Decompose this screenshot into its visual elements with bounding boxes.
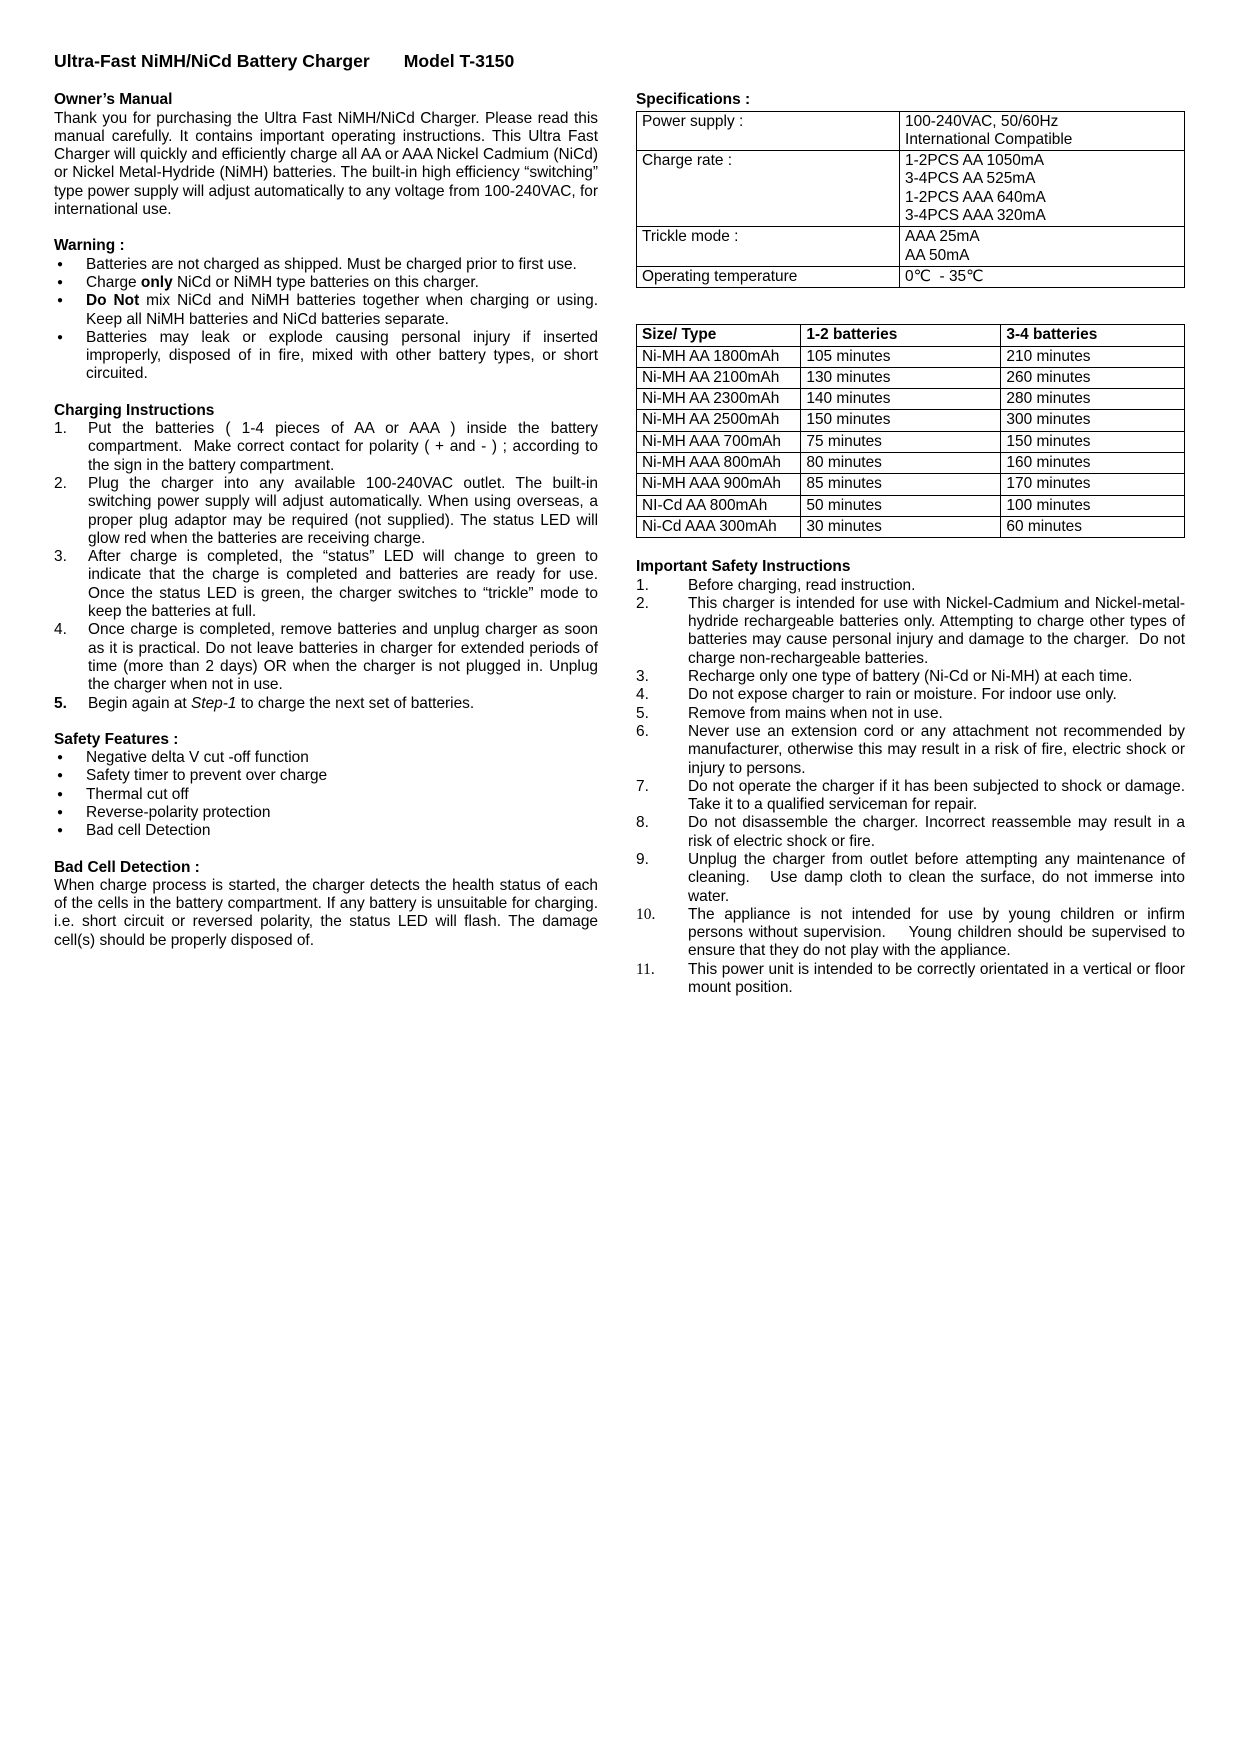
spec-label: Charge rate :: [637, 151, 900, 227]
battery-table-cell: 160 minutes: [1001, 453, 1185, 474]
battery-table-cell: 85 minutes: [801, 474, 1001, 495]
battery-table-row: [637, 389, 1185, 410]
safety-feature: [54, 822, 598, 840]
battery-table-cell: 140 minutes: [801, 389, 1001, 410]
safety-instruction: [636, 906, 1185, 961]
bullet-glyph: ●: [57, 276, 64, 288]
battery-time-table: [636, 324, 1185, 538]
battery-table-cell: NI-Cd AA 800mAh: [637, 495, 801, 516]
safety-feature-text: Negative delta V cut -off function: [86, 749, 309, 767]
bullet-glyph: ●: [57, 806, 64, 818]
safety-instruction: [636, 723, 1185, 778]
item-number: 7.: [636, 777, 649, 795]
item-number: 11.: [636, 960, 655, 978]
spec-row: [637, 151, 1185, 227]
item-number: 9.: [636, 850, 649, 868]
safety-instruction: [636, 577, 1185, 595]
charging-instructions-heading: Charging Instructions: [54, 401, 215, 419]
safety-instruction-text: The appliance is not intended for use by young children or infirm persons without supervision. Young children should be supervised to ensure that they do not play with the appliance.: [688, 905, 1185, 960]
safety-instruction: [636, 595, 1185, 668]
battery-table-row: [637, 453, 1185, 474]
product-name: Ultra-Fast NiMH/NiCd Battery Charger: [54, 51, 370, 71]
safety-instruction: [636, 668, 1185, 686]
spec-value: 0℃ - 35℃: [900, 266, 1185, 287]
battery-table-row: [637, 516, 1185, 537]
charging-step-text: Put the batteries ( 1-4 pieces of AA or AAA ) inside the battery compartment. Make correct contact for polarity ( + and - ) ; according to the sign in the battery compartment.: [88, 420, 598, 474]
battery-table-row: [637, 431, 1185, 452]
charging-step: [54, 695, 598, 713]
battery-table-header: Size/ Type: [637, 325, 801, 346]
safety-instruction: [636, 814, 1185, 851]
safety-features-heading: Safety Features :: [54, 730, 179, 748]
charging-instructions-list: [54, 420, 598, 713]
battery-table-cell: 150 minutes: [801, 410, 1001, 431]
safety-feature: [54, 804, 598, 822]
safety-instruction: [636, 686, 1185, 704]
battery-table-cell: 170 minutes: [1001, 474, 1185, 495]
battery-table-cell: Ni-MH AAA 900mAh: [637, 474, 801, 495]
safety-instruction-text: This charger is intended for use with Nickel-Cadmium and Nickel-metal-hydride rechargeable batteries only. Attempting to charge other types of batteries may cause personal injury and damage to the charger. Do not charge non-rechargeable batteries.: [688, 594, 1185, 667]
item-number: 5.: [54, 694, 67, 712]
battery-table-cell: 105 minutes: [801, 346, 1001, 367]
battery-table-row: [637, 495, 1185, 516]
spec-value: AAA 25mA AA 50mA: [900, 227, 1185, 267]
section-specifications: [636, 91, 1185, 288]
spec-label: Operating temperature: [637, 266, 900, 287]
safety-instruction-text: Before charging, read instruction.: [688, 576, 916, 594]
safety-instruction: [636, 961, 1185, 998]
warning-bullet: [54, 329, 598, 384]
item-number: 2.: [54, 474, 67, 492]
charging-step: [54, 621, 598, 694]
safety-instruction-text: Never use an extension cord or any attachment not recommended by manufacturer, otherwise this may result in a risk of fire, electric shock or injury to persons.: [688, 722, 1185, 777]
battery-table-cell: 130 minutes: [801, 367, 1001, 388]
charging-step-text: Plug the charger into any available 100-240VAC outlet. The built-in switching power supply will adjust automatically. When using overseas, a proper plug adaptor may be required (not supplied). The status LED will glow red when the batteries are receiving charge.: [88, 474, 598, 547]
battery-table-cell: 210 minutes: [1001, 346, 1185, 367]
item-number: 10.: [636, 905, 656, 923]
battery-table-cell: 50 minutes: [801, 495, 1001, 516]
item-number: 8.: [636, 814, 649, 832]
battery-table-header: 3-4 batteries: [1001, 325, 1185, 346]
charging-step-text: After charge is completed, the “status” LED will change to green to indicate that the charge is completed and batteries are ready for use. Once the status LED is green, the charger switches to “trickle” mode to keep the batteries at full.: [88, 548, 598, 621]
battery-table-cell: Ni-MH AAA 800mAh: [637, 453, 801, 474]
safety-feature-text: Reverse-polarity protection: [86, 803, 271, 821]
battery-table-cell: Ni-MH AA 1800mAh: [637, 346, 801, 367]
two-column-layout: [54, 91, 1185, 1015]
item-number: 4.: [636, 686, 649, 704]
battery-table-cell: 30 minutes: [801, 516, 1001, 537]
safety-features-list: [54, 749, 598, 840]
battery-table-row: [637, 410, 1185, 431]
spec-row: [637, 111, 1185, 151]
bullet-glyph: ●: [57, 258, 64, 270]
battery-table-cell: 100 minutes: [1001, 495, 1185, 516]
battery-table-header-row: [637, 325, 1185, 346]
battery-table-cell: Ni-MH AA 2300mAh: [637, 389, 801, 410]
item-number: 2.: [636, 594, 649, 612]
section-charging-instructions: [54, 402, 598, 713]
safety-instruction-text: Unplug the charger from outlet before attempting any maintenance of cleaning. Use damp cloth to clean the surface, do not immerse into water.: [688, 850, 1185, 905]
safety-instruction: [636, 851, 1185, 906]
battery-table-cell: 260 minutes: [1001, 367, 1185, 388]
bullet-glyph: ●: [57, 752, 64, 764]
specifications-table: [636, 111, 1185, 289]
item-number: 5.: [636, 704, 649, 722]
section-important-safety-instructions: [636, 558, 1185, 997]
safety-feature-text: Safety timer to prevent over charge: [86, 767, 328, 785]
spec-row: [637, 227, 1185, 267]
battery-table-cell: Ni-MH AA 2500mAh: [637, 410, 801, 431]
spec-value: 1-2PCS AA 1050mA 3-4PCS AA 525mA 1-2PCS AAA 640mA 3-4PCS AAA 320mA: [900, 151, 1185, 227]
battery-table-row: [637, 346, 1185, 367]
battery-table-cell: 280 minutes: [1001, 389, 1185, 410]
safety-instruction-text: Recharge only one type of battery (Ni-Cd or Ni-MH) at each time.: [688, 668, 1133, 686]
spec-label: Trickle mode :: [637, 227, 900, 267]
charging-step: [54, 420, 598, 475]
battery-table-cell: Ni-MH AAA 700mAh: [637, 431, 801, 452]
bad-cell-heading: Bad Cell Detection :: [54, 858, 200, 876]
warning-bullet-text: Batteries may leak or explode causing personal injury if inserted improperly, disposed of in fire, mixed with other battery types, or short circuited.: [86, 328, 598, 383]
warning-bullet-list: [54, 256, 598, 384]
warning-bullet: [54, 256, 598, 274]
battery-table-cell: 150 minutes: [1001, 431, 1185, 452]
section-warning: [54, 237, 598, 383]
bullet-glyph: ●: [57, 825, 64, 837]
battery-table-cell: 300 minutes: [1001, 410, 1185, 431]
item-number: 1.: [636, 576, 649, 594]
bullet-glyph: ●: [57, 295, 64, 307]
section-safety-features: [54, 731, 598, 841]
item-number: 6.: [636, 722, 649, 740]
charging-step-text: Begin again at Step-1 to charge the next set of batteries.: [88, 694, 475, 712]
safety-feature: [54, 749, 598, 767]
warning-bullet: [54, 274, 598, 292]
safety-instruction-text: Do not operate the charger if it has been subjected to shock or damage. Take it to a qualified serviceman for repair.: [688, 777, 1185, 814]
safety-instructions-list: [636, 577, 1185, 998]
charging-step: [54, 475, 598, 548]
warning-bullet: [54, 292, 598, 329]
spec-label: Power supply :: [637, 111, 900, 151]
section-bad-cell-detection: [54, 859, 598, 950]
safety-feature-text: Thermal cut off: [86, 785, 189, 803]
safety-instruction-text: Do not expose charger to rain or moisture. For indoor use only.: [688, 686, 1117, 704]
battery-table-cell: 80 minutes: [801, 453, 1001, 474]
safety-feature-text: Bad cell Detection: [86, 822, 211, 840]
safety-instruction: [636, 778, 1185, 815]
specifications-heading: Specifications :: [636, 91, 751, 109]
battery-table-cell: 60 minutes: [1001, 516, 1185, 537]
owners-manual-body: Thank you for purchasing the Ultra Fast NiMH/NiCd Charger. Please read this manual carefully. It contains important operating instructions. This Ultra Fast Charger will quickly and efficiently charge all AA or AAA Nickel Cadmium (NiCd) or Nickel Metal-Hydride (NiMH) batteries. The built-in high efficiency “switching” type power supply will adjust automatically to any voltage from 100-240VAC, for international use.: [54, 109, 598, 219]
right-column: [636, 91, 1185, 1015]
battery-table-cell: 75 minutes: [801, 431, 1001, 452]
section-owners-manual: [54, 91, 598, 219]
safety-instruction-text: Remove from mains when not in use.: [688, 704, 943, 722]
item-number: 3.: [54, 548, 67, 566]
page-title: [54, 52, 1185, 70]
charging-step-text: Once charge is completed, remove batteries and unplug charger as soon as it is practical. Do not leave batteries in charger for extended periods of time (more than 2 days) OR when the charger is not plugged in. Unplug the charger when not in use.: [88, 621, 598, 694]
battery-table-cell: Ni-Cd AAA 300mAh: [637, 516, 801, 537]
charging-step: [54, 548, 598, 621]
battery-table-row: [637, 474, 1185, 495]
spec-value: 100-240VAC, 50/60Hz International Compatible: [900, 111, 1185, 151]
item-number: 4.: [54, 621, 67, 639]
warning-bullet-text: Do Not mix NiCd and NiMH batteries together when charging or using. Keep all NiMH batteries and NiCd batteries separate.: [86, 292, 598, 328]
safety-instructions-heading: Important Safety Instructions: [636, 558, 851, 576]
spec-row: [637, 266, 1185, 287]
item-number: 3.: [636, 668, 649, 686]
safety-instruction: [636, 705, 1185, 723]
safety-feature: [54, 767, 598, 785]
battery-table-cell: Ni-MH AA 2100mAh: [637, 367, 801, 388]
owners-manual-heading: Owner’s Manual: [54, 91, 173, 109]
battery-table-row: [637, 367, 1185, 388]
bullet-glyph: ●: [57, 331, 64, 343]
bad-cell-body: When charge process is started, the charger detects the health status of each of the cells in the battery compartment. If any battery is unsuitable for charging. i.e. short circuit or reversed polarity, the status LED will flash. The damage cell(s) should be properly disposed of.: [54, 876, 598, 949]
bullet-glyph: ●: [57, 788, 64, 800]
safety-instruction-text: Do not disassemble the charger. Incorrect reassemble may result in a risk of electric shock or fire.: [688, 814, 1185, 850]
item-number: 1.: [54, 420, 67, 438]
model-number: Model T-3150: [403, 51, 515, 71]
warning-bullet-text: Charge only NiCd or NiMH type batteries on this charger.: [86, 273, 479, 291]
battery-table-header: 1-2 batteries: [801, 325, 1001, 346]
warning-bullet-text: Batteries are not charged as shipped. Must be charged prior to first use.: [86, 255, 577, 273]
safety-feature: [54, 786, 598, 804]
left-column: [54, 91, 598, 968]
bullet-glyph: ●: [57, 770, 64, 782]
warning-heading: Warning :: [54, 237, 125, 255]
safety-instruction-text: This power unit is intended to be correctly orientated in a vertical or floor mount position.: [688, 960, 1185, 997]
